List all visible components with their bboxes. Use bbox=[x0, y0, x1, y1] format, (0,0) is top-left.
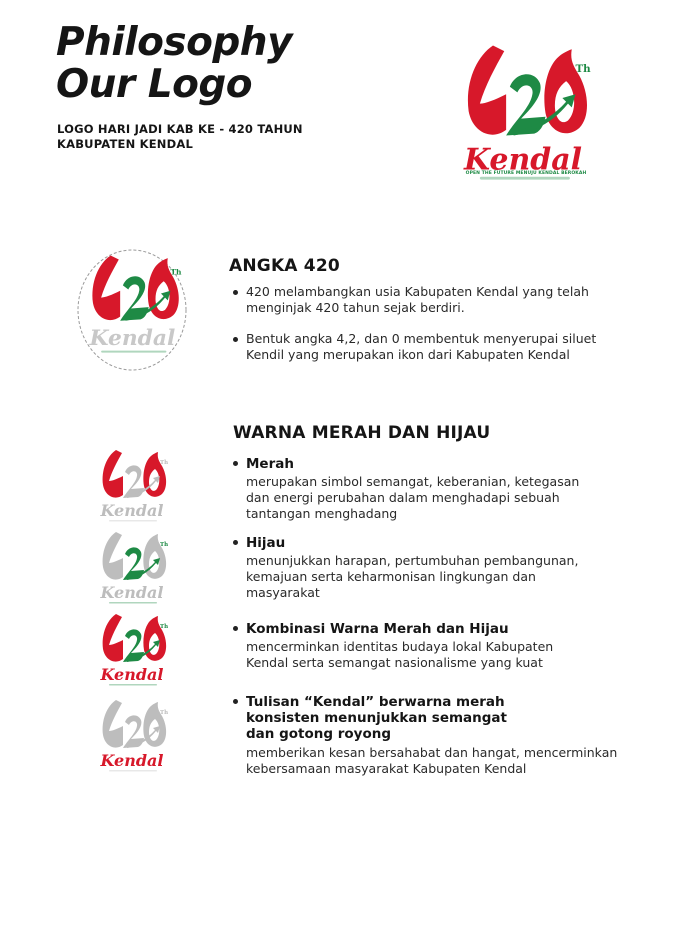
angka-bullet-2 bbox=[246, 331, 646, 363]
item-tulisan-kendal bbox=[246, 694, 666, 777]
main-logo bbox=[448, 38, 598, 188]
main-logo-tagline: OPEN THE FUTURE MENUJU KENDAL BEROKAH bbox=[465, 171, 587, 176]
item-tulisan-head-line: dan gotong royong bbox=[246, 726, 392, 742]
bullet-dot-icon bbox=[233, 540, 238, 545]
item-hijau-head-line: Hijau bbox=[246, 535, 286, 551]
item-tulisan-desc-line: memberikan kesan bersahabat dan hangat, mencerminkan bbox=[246, 745, 618, 760]
item-kombinasi bbox=[246, 621, 666, 671]
bullet-dot-icon bbox=[233, 290, 238, 295]
logo-variant-green bbox=[92, 528, 172, 608]
page-title-line2: Our Logo bbox=[56, 62, 253, 107]
item-merah-head bbox=[246, 456, 666, 472]
item-kombinasi-desc bbox=[246, 639, 666, 671]
item-tulisan-head bbox=[246, 694, 666, 742]
page-subtitle bbox=[57, 122, 303, 152]
item-hijau-desc bbox=[246, 553, 666, 601]
item-hijau-desc-line: kemajuan serta keharmonisan lingkungan dan bbox=[246, 569, 536, 584]
bullet-dot-icon bbox=[233, 626, 238, 631]
item-merah-head-line: Merah bbox=[246, 456, 294, 472]
bullet-dot-icon bbox=[233, 699, 238, 704]
item-tulisan-desc bbox=[246, 745, 666, 777]
item-hijau bbox=[246, 535, 666, 601]
item-hijau-desc-line: menunjukkan harapan, pertumbuhan pembangunan, bbox=[246, 553, 579, 568]
angka-heading: ANGKA 420 bbox=[229, 256, 340, 276]
page-title bbox=[56, 22, 292, 106]
item-merah-desc bbox=[246, 474, 666, 522]
item-kombinasi-head bbox=[246, 621, 666, 637]
item-merah-desc-line: tantangan menghadang bbox=[246, 506, 398, 521]
item-merah-desc-line: merupakan simbol semangat, keberanian, ketegasan bbox=[246, 474, 580, 489]
item-hijau-head bbox=[246, 535, 666, 551]
page-subtitle-line2: KABUPATEN KENDAL bbox=[57, 137, 193, 151]
angka-bullet-1 bbox=[246, 284, 646, 316]
logo-variant-red bbox=[92, 446, 172, 526]
angka-bullet-2-line1: Bentuk angka 4,2, dan 0 membentuk menyerupai siluet bbox=[246, 331, 597, 346]
item-merah bbox=[246, 456, 666, 522]
angka-bullet-2-line2: Kendil yang merupakan ikon dari Kabupaten Kendal bbox=[246, 347, 570, 362]
bullet-dot-icon bbox=[233, 337, 238, 342]
page-subtitle-line1: LOGO HARI JADI KAB KE - 420 TAHUN bbox=[57, 122, 303, 136]
item-kombinasi-desc-line: mencerminkan identitas budaya lokal Kabupaten bbox=[246, 639, 554, 654]
logo-variant-combined bbox=[92, 610, 172, 690]
angka-logo bbox=[76, 248, 188, 372]
bullet-dot-icon bbox=[233, 461, 238, 466]
item-hijau-desc-line: masyarakat bbox=[246, 585, 320, 600]
item-kombinasi-desc-line: Kendal serta semangat nasionalisme yang kuat bbox=[246, 655, 543, 670]
warna-heading: WARNA MERAH DAN HIJAU bbox=[233, 423, 491, 443]
item-tulisan-head-line: konsisten menunjukkan semangat bbox=[246, 710, 507, 726]
item-tulisan-desc-line: kebersamaan masyarakat Kabupaten Kendal bbox=[246, 761, 527, 776]
page-title-line1: Philosophy bbox=[56, 20, 292, 65]
item-merah-desc-line: dan energi perubahan dalam menghadapi sebuah bbox=[246, 490, 560, 505]
angka-bullet-1-line2: menginjak 420 tahun sejak berdiri. bbox=[246, 300, 465, 315]
logo-variant-kendal-red bbox=[92, 696, 172, 776]
item-kombinasi-head-line: Kombinasi Warna Merah dan Hijau bbox=[246, 621, 509, 637]
angka-bullet-1-line1: 420 melambangkan usia Kabupaten Kendal yang telah bbox=[246, 284, 589, 299]
item-tulisan-head-line: Tulisan “Kendal” berwarna merah bbox=[246, 694, 505, 710]
